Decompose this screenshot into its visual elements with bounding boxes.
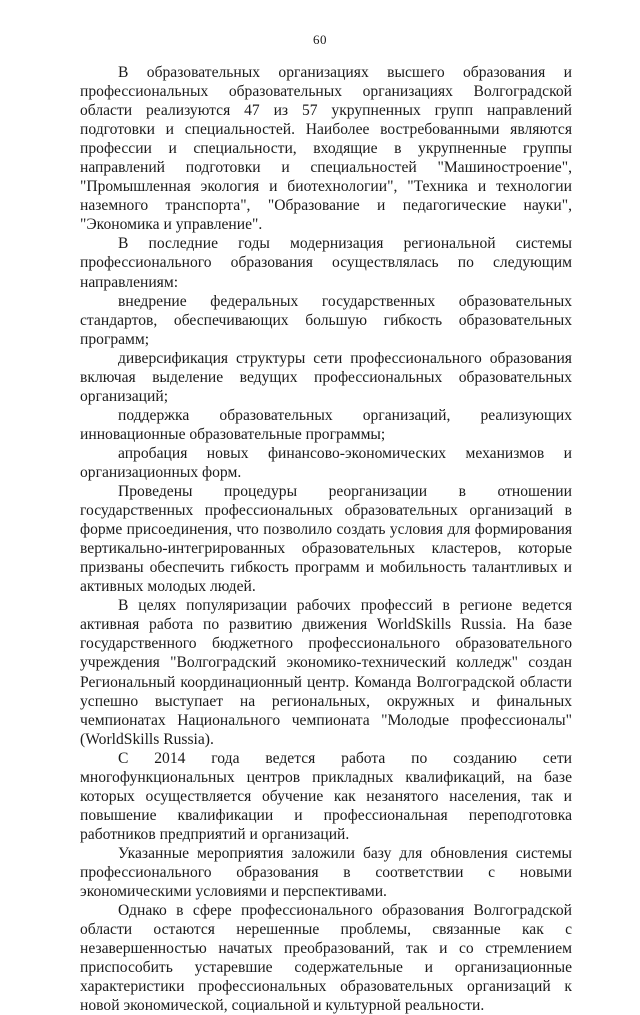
paragraph-modernization-intro: В последние годы модернизация региональной системы профессионального образования осуществлялась по следующим направлениям:: [80, 235, 572, 291]
paragraph-innovation-support: поддержка образовательных организаций, реализующих инновационные образовательные программы;: [80, 406, 572, 443]
paragraph-reorganization: Проведены процедуры реорганизации в отношении государственных профессиональных образовательных организаций в форме присоединения, что позволило создать условия для формирования вертикально-интегрированных образовательных кластеров, которые призваны обеспечить гибкость программ и мобильность талантливых и активных молодых людей.: [80, 483, 572, 596]
page-number: 60: [313, 32, 327, 47]
paragraph-standards: внедрение федеральных государственных образовательных стандартов, обеспечивающих большую гибкость образовательных программ;: [80, 292, 572, 348]
paragraph-programs: В образовательных организациях высшего образования и профессиональных образовательных организациях Волгоградской области реализуются 47 из 57 укрупненных групп направлений подготовки и специальностей. Наиболее востребованными являются профессии и специальности, входящие в укрупненные группы направлений подготовки и специальностей "Машиностроение", "Промышленная экология и биотехнологии", "Техника и технологии наземного транспорта", "Образование и педагогические науки", "Экономика и управление".: [80, 64, 572, 234]
paragraph-diversification: диверсификация структуры сети профессионального образования включая выделение ведущих профессиональных образовательных организаций;: [80, 349, 572, 405]
paragraph-foundation: Указанные мероприятия заложили базу для обновления системы профессионального образования в соответствии с новыми экономическими условиями и перспективами.: [80, 844, 572, 901]
paragraph-problems: Однако в сфере профессионального образования Волгоградской области остаются нерешенные проблемы, связанные как с незавершенностью начатых преобразований, так и со стремлением приспособить устаревшие содержательные и организационные характеристики профессиональных образовательных организаций к новой экономической, социальной и культурной реальности.: [80, 902, 572, 1015]
document-body: [80, 63, 572, 1015]
paragraph-approbation: апробация новых финансово-экономических механизмов и организационных форм.: [80, 444, 572, 481]
paragraph-qualification-centers: С 2014 года ведется работа по созданию сети многофункциональных центров прикладных квалификаций, на базе которых осуществляется обучение как незанятого населения, так и повышение квалификации и профессиональная переподготовка работников предприятий и организаций.: [80, 749, 572, 843]
paragraph-worldskills: В целях популяризации рабочих профессий в регионе ведется активная работа по развитию движения WorldSkills Russia. На базе государственного бюджетного профессионального образовательного учреждения "Волгоградский экономико-технический колледж" создан Региональный координационный центр. Команда Волгоградской области успешно выступает на региональных, окружных и финальных чемпионатах Национального чемпионата "Молодые профессионалы" (WorldSkills Russia).: [80, 597, 572, 748]
